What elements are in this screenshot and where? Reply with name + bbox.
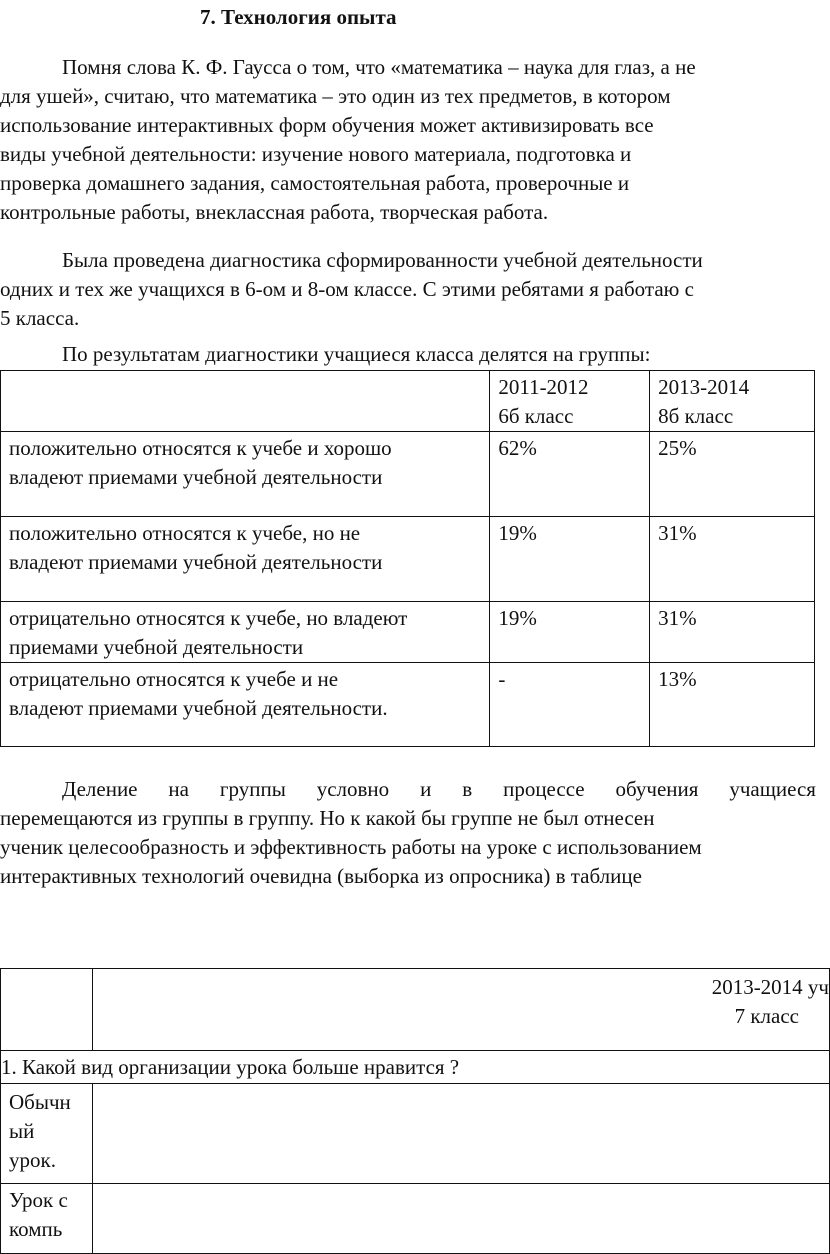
- value-cell: 19%: [490, 602, 650, 663]
- text-line: одних и тех же учащихся в 6-ом и 8-ом классе. С этими ребятами я работаю с: [0, 277, 694, 301]
- text-line: Помня слова К. Ф. Гаусса о том, что «математика – наука для глаз, а не: [62, 55, 696, 79]
- text-line: виды учебной деятельности: изучение нового материала, подготовка и: [0, 142, 632, 166]
- table-cell-empty: [92, 1184, 829, 1254]
- table-header-row: [1, 969, 830, 1051]
- text-line: владеют приемами учебной деятельности: [9, 550, 383, 574]
- class-label: 6б класс: [498, 404, 574, 428]
- table-header-cell: [650, 371, 815, 432]
- table-cell-empty: [1, 371, 490, 432]
- text-line: Обычн: [9, 1090, 71, 1114]
- table-cell-empty: [92, 1084, 829, 1184]
- text-line: перемещаются из группы в группу. Но к какой бы группе не был отнесен: [0, 806, 655, 830]
- text-line: владеют приемами учебной деятельности.: [9, 696, 388, 720]
- text-line: Урок с: [9, 1188, 68, 1212]
- text-line: По результатам диагностики учащиеся класса делятся на группы:: [62, 342, 651, 366]
- value-cell: 31%: [650, 602, 815, 663]
- word: процессе: [503, 777, 585, 801]
- word: и: [420, 777, 432, 801]
- groups-table: [0, 370, 815, 747]
- group-description: [1, 602, 490, 663]
- table-row: [1, 432, 815, 517]
- text-line: использование интерактивных форм обучения может активизировать все: [0, 113, 654, 137]
- text-line: контрольные работы, внеклассная работа, творческая работа.: [0, 200, 549, 224]
- year-label: 2013-2014 уч: [711, 975, 829, 999]
- table-cell-empty: [1, 969, 93, 1051]
- text-line: Была проведена диагностика сформированности учебной деятельности: [62, 248, 703, 272]
- diagnostics-paragraph: [0, 246, 816, 333]
- year-label: 2013-2014: [658, 375, 750, 399]
- word: условно: [316, 777, 390, 801]
- value-cell: 62%: [490, 432, 650, 517]
- word: учащиеся: [729, 777, 816, 801]
- text-line: ый: [9, 1119, 35, 1143]
- text-line: для ушей», считаю, что математика – это один из тех предметов, в котором: [0, 84, 671, 108]
- table-header-row: [1, 371, 815, 432]
- value-cell: 19%: [490, 517, 650, 602]
- group-description: [1, 663, 490, 747]
- option-label: [1, 1184, 93, 1254]
- text-line: проверка домашнего задания, самостоятельная работа, проверочные и: [0, 171, 630, 195]
- question-cell: 1. Какой вид организации урока больше нравится ?: [1, 1051, 830, 1084]
- year-label: 2011-2012: [498, 375, 589, 399]
- text-line: отрицательно относятся к учебе и не: [9, 667, 339, 691]
- text-line: компь: [9, 1217, 63, 1241]
- table-row: [1, 602, 815, 663]
- text-line: положительно относятся к учебе, но не: [9, 521, 361, 545]
- text-line: интерактивных технологий очевидна (выборка из опросника) в таблице: [0, 864, 642, 888]
- table-header-cell: [490, 371, 650, 432]
- justified-line: [0, 775, 816, 804]
- value-cell: 31%: [650, 517, 815, 602]
- word: Деление: [62, 777, 138, 801]
- group-description: [1, 432, 490, 517]
- text-line: урок.: [9, 1148, 56, 1172]
- table-row: [1, 517, 815, 602]
- value-cell: 13%: [650, 663, 815, 747]
- division-paragraph: [0, 775, 816, 891]
- word: группы: [219, 777, 286, 801]
- survey-table: [0, 968, 830, 1254]
- word: в: [462, 777, 473, 801]
- option-label: [1, 1084, 93, 1184]
- group-description: [1, 517, 490, 602]
- groups-intro: [0, 340, 816, 369]
- text-line: ученик целесообразность и эффективность работы на уроке с использованием: [0, 835, 702, 859]
- table-row: [1, 663, 815, 747]
- text-line: отрицательно относятся к учебе, но владеют: [9, 606, 408, 630]
- section-heading: 7. Технология опыта: [200, 5, 397, 29]
- class-label: 7 класс: [734, 1004, 799, 1028]
- word: обучения: [615, 777, 699, 801]
- word: на: [168, 777, 189, 801]
- text-line: владеют приемами учебной деятельности: [9, 465, 383, 489]
- class-label: 8б класс: [658, 404, 734, 428]
- text-line: положительно относятся к учебе и хорошо: [9, 436, 392, 460]
- table-row: [1, 1084, 830, 1184]
- question-row: [1, 1051, 830, 1084]
- table-header-cell: [92, 969, 829, 1051]
- table-row: [1, 1184, 830, 1254]
- value-cell: -: [490, 663, 650, 747]
- value-cell: 25%: [650, 432, 815, 517]
- text-line: приемами учебной деятельности: [9, 635, 304, 659]
- intro-paragraph: [0, 53, 816, 227]
- text-line: 5 класса.: [0, 306, 80, 330]
